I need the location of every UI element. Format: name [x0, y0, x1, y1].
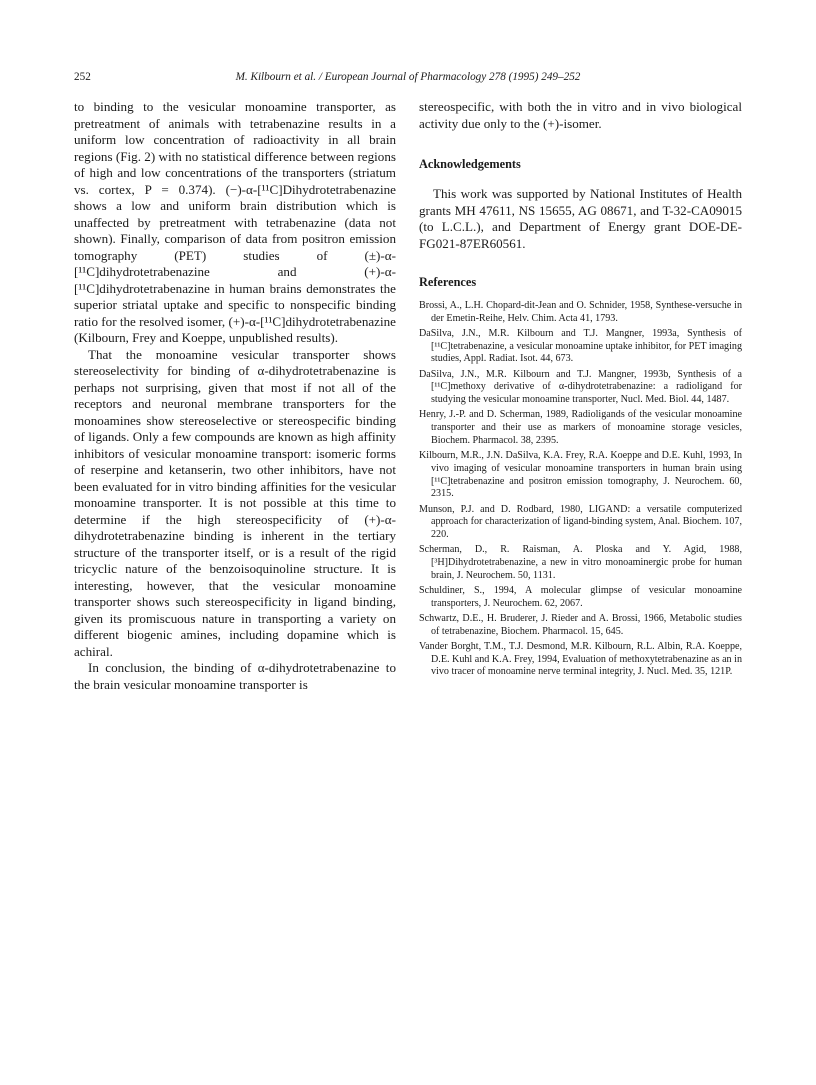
page-number: 252: [74, 71, 91, 83]
reference-item: Vander Borght, T.M., T.J. Desmond, M.R. Kilbourn, R.L. Albin, R.A. Koeppe, D.E. Kuhl and K.A. Frey, 1994, Evaluation of methoxytetrabenazine as an in vivo tracer of monoamine nerve terminal integrity, J. Nucl. Med. 35, 121P.: [419, 640, 742, 678]
reference-item: Munson, P.J. and D. Rodbard, 1980, LIGAND: a versatile computerized approach for characterization of ligand-binding system, Anal. Biochem. 107, 220.: [419, 503, 742, 540]
reference-item: Schuldiner, S., 1994, A molecular glimpse of vesicular monoamine transporters, J. Neurochem. 62, 2067.: [419, 584, 742, 609]
right-column: [419, 99, 742, 682]
reference-item: Scherman, D., R. Raisman, A. Ploska and Y. Agid, 1988, [³H]Dihydrotetrabenazine, a new in vitro monoaminergic probe for human brain, J. Neurochem. 50, 1131.: [419, 544, 742, 581]
left-column: [74, 99, 396, 693]
reference-list: [419, 300, 742, 679]
references-heading: References: [419, 275, 477, 289]
body-paragraph: In conclusion, the binding of α-dihydrotetrabenazine to the brain vesicular monoamine transporter is: [74, 660, 396, 692]
acknowledgements-heading: Acknowledgements: [419, 157, 521, 171]
reference-item: Kilbourn, M.R., J.N. DaSilva, K.A. Frey, R.A. Koeppe and D.E. Kuhl, 1993, In vivo imaging of vesicular monoamine transporters in human brain using [¹¹C]tetrabenazine and positron emission tomography, J. Neurochem. 60, 2315.: [419, 450, 742, 500]
reference-item: DaSilva, J.N., M.R. Kilbourn and T.J. Mangner, 1993a, Synthesis of [¹¹C]tetrabenazine, a vesicular monoamine uptake inhibitor, for PET imaging studies, Appl. Radiat. Isot. 44, 673.: [419, 328, 742, 365]
reference-item: Schwartz, D.E., H. Bruderer, J. Rieder and A. Brossi, 1966, Metabolic studies of tetrabenazine, Biochem. Pharmacol. 15, 645.: [419, 612, 742, 637]
reference-item: Henry, J.-P. and D. Scherman, 1989, Radioligands of the vesicular monoamine transporter and their use as markers of monoamine storage vesicles, Biochem. Pharmacol. 38, 2395.: [419, 409, 742, 446]
body-paragraph: to binding to the vesicular monoamine transporter, as pretreatment of animals with tetrabenazine results in a uniform low concentration of radioactivity in all brain regions (Fig. 2) with no statistical difference between regions of high and low concentrations of the transporters (striatum vs. cortex, P = 0.374). (−)-α-[¹¹C]Dihydrotetrabenazine shows a low and uniform brain distribution which is unaffected by pretreatment with tetrabenazine (data not shown). Finally, comparison of data from positron emission tomography (PET) studies of (±)-α-[¹¹C]dihydrotetrabenazine and (+)-α-[¹¹C]dihydrotetrabenazine in human brains demonstrates the superior striatal uptake and specific to nonspecific binding ratio for the resolved isomer, (+)-α-[¹¹C]dihydrotetrabenazine (Kilbourn, Frey and Koeppe, unpublished results).: [74, 99, 396, 345]
running-title: M. Kilbourn et al. / European Journal of Pharmacology 278 (1995) 249–252: [235, 71, 581, 83]
acknowledgements-text: This work was supported by National Institutes of Health grants MH 47611, NS 15655, AG 08671, and T-32-CA09015 (to L.C.L.), and Department of Energy grant DOE-DE-FG021-87ER60561.: [419, 186, 742, 251]
body-paragraph: That the monoamine vesicular transporter shows stereoselectivity for binding of α-dihydrotetrabenazine is perhaps not surprising, given that most if not all of the receptors and neuronal membrane transporters for the monoamines show stereoselective or stereospecific binding of ligands. Only a few compounds are known as high affinity inhibitors of vesicular monoamine transport: isomeric forms of reserpine and ketanserin, two other inhibitors, have not been evaluated for in vitro binding affinities for the vesicular monoamine transporter. It is not possible at this time to determine if the high stereospecificity of (+)-α-dihydrotetrabenazine binding is inherent in the tertiary structure of the transporter itself, or is a result of the rigid tricyclic nature of the benzoisoquinoline structure. It is interesting, however, that the vesicular monoamine transporter shows such stereospecificity in ligand binding, given its promiscuous nature in transporting a variety on different biogenic amines, including dopamine which is achiral.: [74, 346, 396, 659]
body-paragraph: stereospecific, with both the in vitro and in vivo biological activity due only to the (+)-isomer.: [419, 99, 742, 131]
reference-item: Brossi, A., L.H. Chopard-dit-Jean and O. Schnider, 1958, Synthese-versuche in der Emetin-Reihe, Helv. Chim. Acta 41, 1793.: [419, 300, 742, 324]
reference-item: DaSilva, J.N., M.R. Kilbourn and T.J. Mangner, 1993b, Synthesis of a [¹¹C]methoxy derivative of α-dihydrotetrabenazine: a radioligand for studying the vesicular monoamine transporter, Nucl. Med. Biol. 44, 1487.: [419, 368, 742, 406]
running-head: [74, 71, 742, 87]
